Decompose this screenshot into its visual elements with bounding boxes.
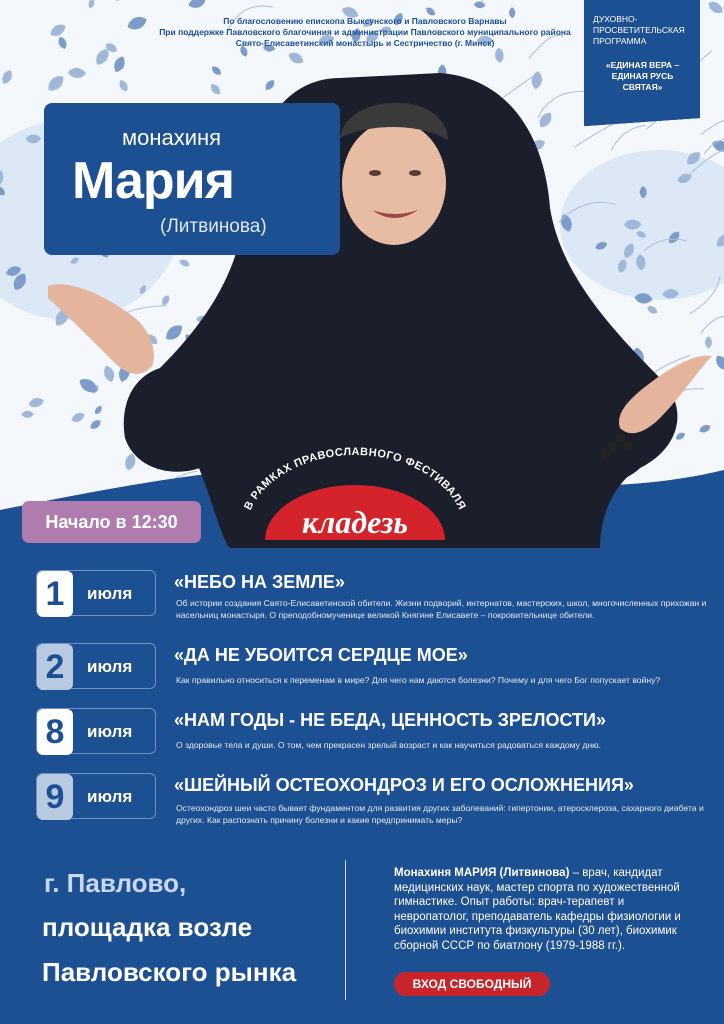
leaf-shape: [25, 134, 41, 143]
leaf-shape: [0, 68, 14, 85]
festival-logo: [225, 440, 485, 550]
event-day: 1: [37, 571, 73, 617]
sponsor-text: [150, 16, 580, 49]
leaf-shape: [110, 0, 122, 3]
sponsor-line: При поддержке Павловского благочиния и администрации Павловского муниципального района: [159, 27, 571, 37]
bio-name: Монахиня МАРИЯ (Литвинова): [394, 867, 570, 879]
stem-line: [482, 0, 529, 2]
leaf-shape: [473, 1, 485, 9]
event-title: «ШЕЙНЫЙ ОСТЕОХОНДРОЗ И ЕГО ОСЛОЖНЕНИЯ»: [174, 775, 634, 795]
leaf-shape: [48, 22, 68, 39]
event-title: «НАМ ГОДЫ - НЕ БЕДА, ЦЕННОСТЬ ЗРЕЛОСТИ»: [174, 710, 606, 730]
location-line: площадка возле: [42, 912, 253, 942]
leaf-shape: [21, 411, 34, 418]
leaf-shape: [125, 14, 148, 32]
event-date: [36, 708, 156, 754]
leaf-shape: [0, 183, 7, 197]
speaker-bio: [394, 866, 694, 954]
event-description: О здоровье тела и души. О том, чем прекрасен зрелый возраст и как научиться радоваться каждому дню.: [176, 740, 601, 750]
event-description: Как правильно относиться к переменам в мире? Для чего нам даются болезни? Почему и для чего Бог попускает войну?: [176, 675, 661, 685]
event-month: июля: [87, 657, 133, 676]
program-name-line: ЕДИНАЯ РУСЬ СВЯТАЯ»: [611, 71, 674, 92]
leaf-shape: [706, 0, 724, 16]
event-title: «НЕБО НА ЗЕМЛЕ»: [174, 572, 345, 592]
festival-arc-text: В РАМКАХ ПРАВОСЛАВНОГО ФЕСТИВАЛЯ: [242, 446, 468, 512]
sponsor-line: Свято-Елисаветинский монастырь и Сестричество (г. Минск): [235, 38, 495, 48]
leaf-shape: [286, 50, 305, 66]
event-day: 8: [37, 709, 73, 755]
speaker-name-box: [44, 103, 340, 255]
event-date: [36, 773, 156, 819]
event-month: июля: [87, 584, 133, 603]
speaker-name: Мария: [72, 152, 234, 210]
location-city: г. Павлово,: [44, 868, 187, 898]
program-label: ДУХОВНО-ПРОСВЕТИТЕЛЬСКАЯ ПРОГРАММА: [593, 14, 685, 46]
program-name-line: «ЕДИНАЯ ВЕРА –: [605, 60, 680, 70]
leaf-shape: [0, 168, 6, 190]
speaker-title: монахиня: [122, 125, 222, 150]
event-date: [36, 643, 156, 689]
leaf-shape: [187, 0, 207, 10]
leaf-shape: [57, 35, 69, 50]
divider: [345, 860, 346, 1000]
event-day: 2: [37, 644, 73, 690]
leaf-shape: [87, 0, 95, 9]
sponsor-line: По благословению епископа Выксунского и Павловского Варнавы: [223, 16, 507, 26]
event-title: «ДА НЕ УБОИТСЯ СЕРДЦЕ МОЕ»: [174, 645, 468, 665]
start-time-badge: Начало в 12:30: [22, 501, 201, 543]
event-month: июля: [87, 722, 133, 741]
location-line: Павловского рынка: [42, 957, 297, 987]
event-day: 9: [37, 774, 73, 820]
event-date: [36, 570, 156, 616]
event-month: июля: [87, 787, 133, 806]
bio-text: – врач, кандидат медицинских наук, мастер спорта по художественной гимнастике. Опыт работы: врач-терапевт и невропатолог, преподаватель кафедры физиологии и биохимии института физкультуры (30 лет), биохимик сборной СССР по биатлону (1979-1988 гг.).: [394, 867, 681, 952]
speaker-surname: (Литвинова): [160, 216, 267, 237]
event-description: Остеохондроз шеи часто бывает фундаментом для развития других заболеваний: гипертонии, атеросклероза, сахарного диабета и других. Как распознать причину болезни и какие предпринимать меры?: [176, 803, 704, 825]
free-entry-badge: ВХОД СВОБОДНЫЙ: [394, 972, 550, 996]
leaf-shape: [494, 47, 504, 63]
festival-logo-wordmark: кладезь: [301, 504, 409, 540]
event-description: Об истории создания Свято-Елисаветинской обители. Жизни подворий, интернатов, мастерских, школ, многочисленных прихожан и насельниц монастыря. О преподобномученице великой Княгине Елисавете – покровительнице обители.: [176, 598, 707, 620]
